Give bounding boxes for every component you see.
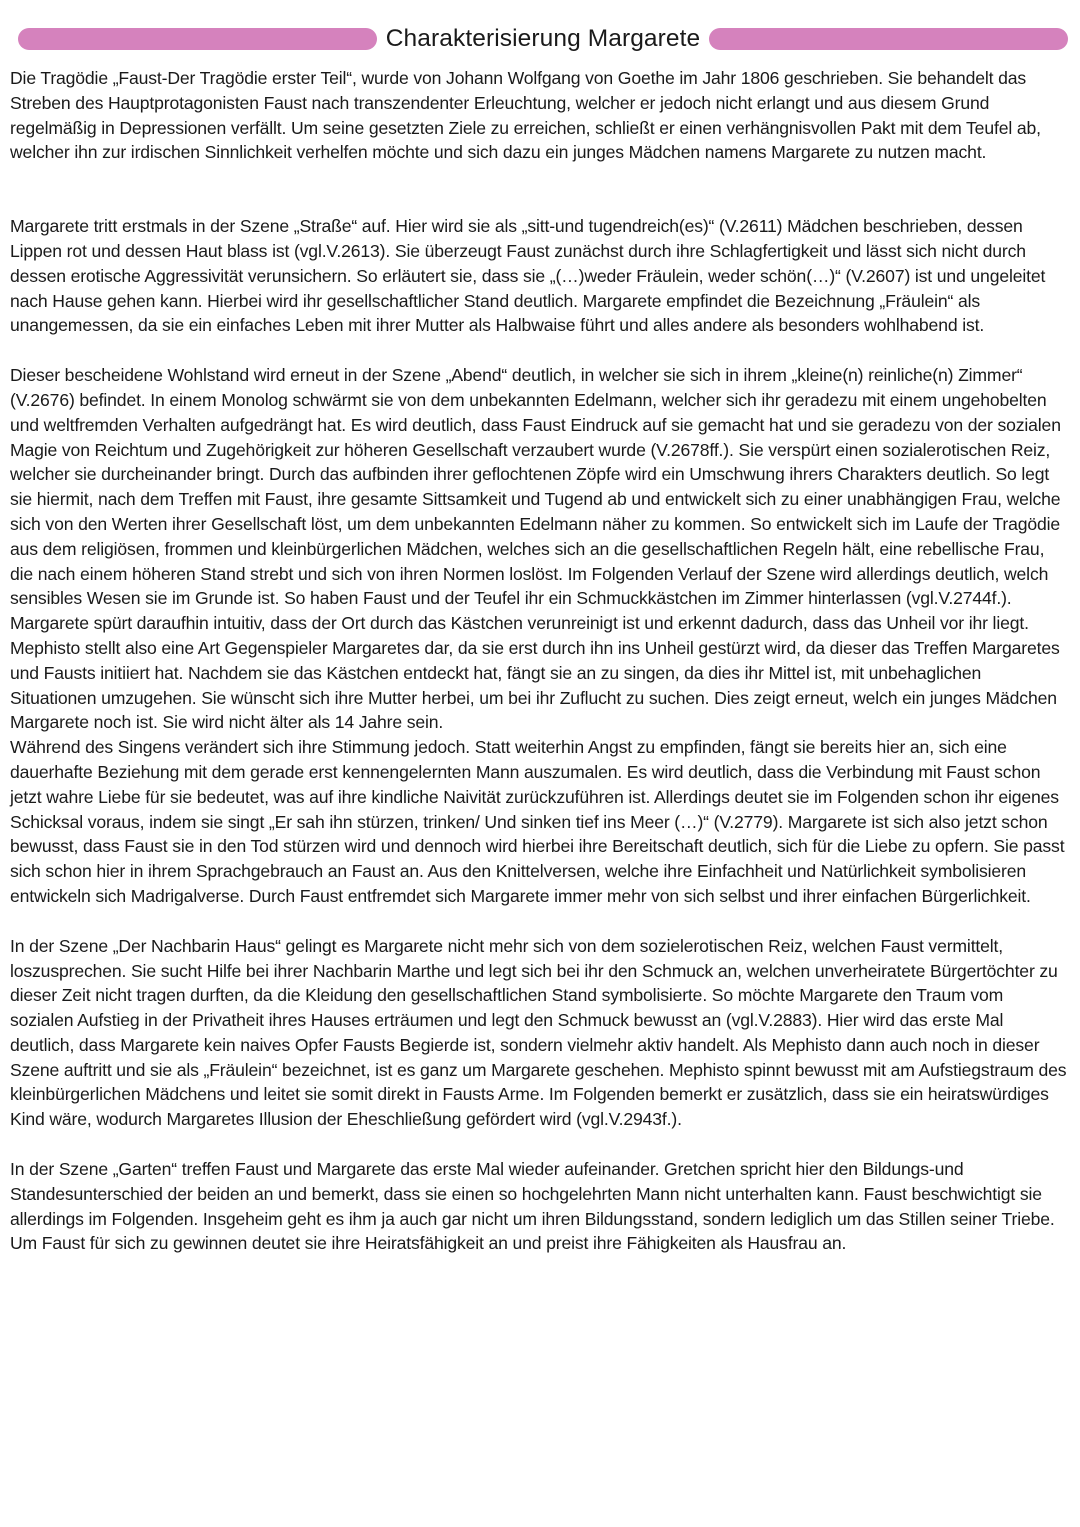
paragraph-spacer	[10, 165, 1070, 214]
paragraph-nachbarin-haus: In der Szene „Der Nachbarin Haus“ gelingt es Margarete nicht mehr sich von dem sozielerotischen Reiz, welchen Faust vermittelt, loszusprechen. Sie sucht Hilfe bei ihrer Nachbarin Marthe und legt sich bei ihr den Schmuck an, welchen unverheiratete Bürgertöchter zu dieser Zeit nicht tragen durften, da die Kleidung den gesellschaftlichen Stand symbolisierte. So möchte Margarete den Traum vom sozialen Aufstieg in der Privatheit ihres Hauses erträumen und legt den Schmuck bewusst an (vgl.V.2883). Hier wird das erste Mal deutlich, dass Margarete kein naives Opfer Fausts Begierde ist, sondern vielmehr aktiv handelt. Als Mephisto dann auch noch in dieser Szene auftritt und sie als „Fräulein“ bezeichnet, ist es ganz um Margarete geschehen. Mephisto spinnt bewusst mit am Aufstiegstraum des kleinbürgerlichen Mädchens und leitet sie somit direkt in Fausts Arme. Im Folgenden bemerkt er zusätzlich, dass sie ein heiratswürdiges Kind wäre, wodurch Margaretes Illusion der Eheschließung gefördert wird (vgl.V.2943f.).	[10, 935, 1067, 1130]
essay-body	[10, 66, 1070, 1256]
paragraph-spacer	[10, 338, 1070, 363]
paragraph-singen: Während des Singens verändert sich ihre Stimmung jedoch. Statt weiterhin Angst zu empfinden, fängt sie bereits hier an, sich eine dauerhafte Beziehung mit dem gerade erst kennengelernten Mann auszumalen. Es wird deutlich, dass die Verbindung mit Faust schon jetzt wahre Liebe für sie bedeutet, was auf ihre kindliche Naivität zurückzuführen ist. Allerdings deutet sie im Folgenden schon ihr eigenes Schicksal voraus, indem sie singt „Er sah ihn stürzen, trinken/ Und sinken tief ins Meer (…)“ (V.2779). Margarete ist sich also jetzt schon bewusst, dass Faust sie in den Tod stürzen wird und dennoch wird hierbei ihre Bereitschaft deutlich, sich für die Liebe zu opfern. Sie passt sich schon hier in ihrem Sprachgebrauch an Faust an. Aus den Knittelversen, welche ihre Einfachheit und Natürlichkeit symbolisieren entwickeln sich Madrigalverse. Durch Faust entfremdet sich Margarete immer mehr von sich selbst und ihrer einfachen Bürgerlichkeit.	[10, 737, 1065, 906]
paragraph-abend: Dieser bescheidene Wohlstand wird erneut in der Szene „Abend“ deutlich, in welcher sie sich in ihrem „kleine(n) reinliche(n) Zimmer“ (V.2676) befindet. In einem Monolog schwärmt sie von dem unbekannten Edelmann, welcher sich ihr geradezu mit einem ungehobelten und weltfremden Verhalten aufgedrängt hat. Es wird deutlich, dass Faust Eindruck auf sie gemacht hat und sie geradezu von der sozialen Magie von Reichtum und Zugehörigkeit zur höheren Gesellschaft verzaubert wurde (V.2678ff.). Sie verspürt einen sozialerotischen Reiz, welcher sie durcheinander bringt. Durch das aufbinden ihrer geflochtenen Zöpfe wird ein Umschwung ihrers Charakters deutlich. So legt sie hiermit, nach dem Treffen mit Faust, ihre gesamte Sittsamkeit und Tugend ab und entwickelt sich zu einer unabhängigen Frau, welche sich von den Werten ihrer Gesellschaft löst, um dem unbekannten Edelmann näher zu kommen. So entwickelt sich im Laufe der Tragödie aus dem religiösen, frommen und kleinbürgerlichen Mädchen, welches sich an die gesellschaftlichen Regeln hält, eine rebellische Frau, die nach einem höheren Stand strebt und sich von ihren Normen loslöst. Im Folgenden Verlauf der Szene wird allerdings deutlich, welch sensibles Wesen sie im Grunde ist. So haben Faust und der Teufel ihr ein Schmuckkästchen im Zimmer hinterlassen (vgl.V.2744f.). Margarete spürt daraufhin intuitiv, dass der Ort durch das Kästchen verunreinigt ist und erkennt dadurch, dass das Unheil vor ihr liegt. Mephisto stellt also eine Art Gegenspieler Margaretes dar, da sie erst durch ihn ins Unheil gestürzt wird, da dieser das Treffen Margaretes und Fausts initiiert hat. Nachdem sie das Kästchen entdeckt hat, fängt sie an zu singen, da dies ihr Mittel ist, mit unbehaglichen Situationen umzugehen. Sie wünscht sich ihre Mutter herbei, um bei ihr Zuflucht zu suchen. Dies zeigt erneut, welch ein junges Mädchen Margarete noch ist. Sie wird nicht älter als 14 Jahre sein.	[10, 365, 1061, 733]
paragraph-spacer	[10, 1132, 1070, 1157]
paragraph-introduction: Die Tragödie „Faust-Der Tragödie erster Teil“, wurde von Johann Wolfgang von Goethe im Jahr 1806 geschrieben. Sie behandelt das Streben des Hauptprotagonisten Faust nach transzendenter Erleuchtung, welcher er jedoch nicht erlangt und aus diesem Grund regelmäßig in Depressionen verfällt. Um seine gesetzten Ziele zu erreichen, schließt er einen verhängnisvollen Pakt mit dem Teufel ab, welcher ihn zur irdischen Sinnlichkeit verhelfen möchte und sich dazu ein junges Mädchen namens Margarete zu nutzen macht.	[10, 68, 1041, 163]
title-bar-left	[18, 28, 377, 50]
paragraph-garten: In der Szene „Garten“ treffen Faust und Margarete das erste Mal wieder aufeinander. Gretchen spricht hier den Bildungs-und Standesunterschied der beiden an und bemerkt, dass sie einen so hochgelehrten Mann nicht unterhalten kann. Faust beschwichtigt sie allerdings im Folgenden. Insgeheim geht es ihm ja auch gar nicht um ihren Bildungsstand, sondern lediglich um das Stillen seiner Triebe. Um Faust für sich zu gewinnen deutet sie ihre Heiratsfähigkeit an und preist ihre Fähigkeiten als Hausfrau an.	[10, 1159, 1055, 1254]
paragraph-strasse: Margarete tritt erstmals in der Szene „Straße“ auf. Hier wird sie als „sitt-und tugendreich(es)“ (V.2611) Mädchen beschrieben, dessen Lippen rot und dessen Haut blass ist (vgl.V.2613). Sie überzeugt Faust zunächst durch ihre Schlagfertigkeit und lässt sich nicht durch dessen erotische Aggressivität verunsichern. So erläutert sie, dass sie „(…)weder Fräulein, weder schön(…)“ (V.2607) ist und ungeleitet nach Hause gehen kann. Hierbei wird ihr gesellschaftlicher Stand deutlich. Margarete empfindet die Bezeichnung „Fräulein“ als unangemessen, da sie ein einfaches Leben mit ihrer Mutter als Halbwaise führt und alles andere als besonders wohlhabend ist.	[10, 216, 1046, 336]
title-bar-right	[709, 28, 1068, 50]
page-title: Charakterisierung Margarete	[385, 25, 701, 52]
title-row	[18, 22, 1068, 56]
paragraph-spacer	[10, 909, 1070, 934]
